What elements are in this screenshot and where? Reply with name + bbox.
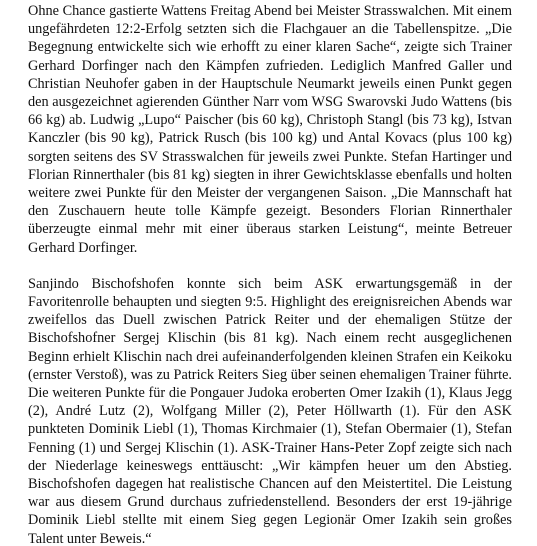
- article-body: [28, 2, 512, 546]
- paragraph-strasswalchen-report: Ohne Chance gastierte Wattens Freitag Abend bei Meister Strasswalchen. Mit einem ungefährdeten 12:2-Erfolg setzten sich die Flachgauer an die Tabellenspitze. „Die Begegnung entwickelte sich wie erhofft zu einer klaren Sache“, zeigte sich Trainer Gerhard Dorfinger nach den Kämpfen zufrieden. Lediglich Manfred Galler und Christian Neuhofer gaben in der Hauptschule Neumarkt jeweils einen Punkt gegen den ausgezeichnet agierenden Günther Narr vom WSG Swarovski Judo Wattens (bis 66 kg) ab. Ludwig „Lupo“ Paischer (bis 60 kg), Christoph Stangl (bis 73 kg), Istvan Kanczler (bis 90 kg), Patrick Rusch (bis 100 kg) und Antal Kovacs (plus 100 kg) sorgten seitens des SV Strasswalchen für jeweils zwei Punkte. Stefan Hartinger und Florian Rinnerthaler (bis 81 kg) siegten in ihrer Gewichtsklasse ebenfalls und holten weitere zwei Punkte für den Meister der vergangenen Saison. „Die Mannschaft hat den Zuschauern heute tolle Kämpfe gezeigt. Besonders Florian Rinnerthaler überzeugte einmal mehr mit einer überaus starken Leistung“, meinte Betreuer Gerhard Dorfinger.: [28, 3, 512, 256]
- paragraph-bischofshofen-report: Sanjindo Bischofshofen konnte sich beim ASK erwartungsgemäß in der Favoritenrolle behaupten und siegten 9:5. Highlight des ereignisreichen Abends war zweifellos das Duell zwischen Patrick Reiter und der ehemaligen Stütze der Bischofshofner Sergej Klischin (bis 81 kg). Nach einem recht ausgeglichenen Beginn erhielt Klischin nach drei aufeinanderfolgenden kleinen Strafen ein Keikoku (ernster Verstoß), was zu Patrick Reiters Sieg über seinen ehemaligen Trainer führte. Die weiteren Punkte für die Pongauer Judoka eroberten Omer Izakih (1), Klaus Jegg (2), André Lutz (2), Wolfgang Miller (2), Peter Höllwarth (1). Für den ASK punkteten Dominik Liebl (1), Thomas Kirchmaier (1), Stefan Obermaier (1), Stefan Fenning (1) und Sergej Klischin (1). ASK-Trainer Hans-Peter Zopf zeigte sich nach der Niederlage keineswegs enttäuscht: „Wir kämpfen heuer um den Abstieg. Bischofshofen dagegen hat realistische Chancen auf den Meistertitel. Die Leistung war aus diesem Grund durchaus zufriedenstellend. Besonders der erst 19-jährige Dominik Liebl stellte mit einem Sieg gegen Legionär Omer Izakih sein großes Talent unter Beweis.“: [28, 275, 512, 546]
